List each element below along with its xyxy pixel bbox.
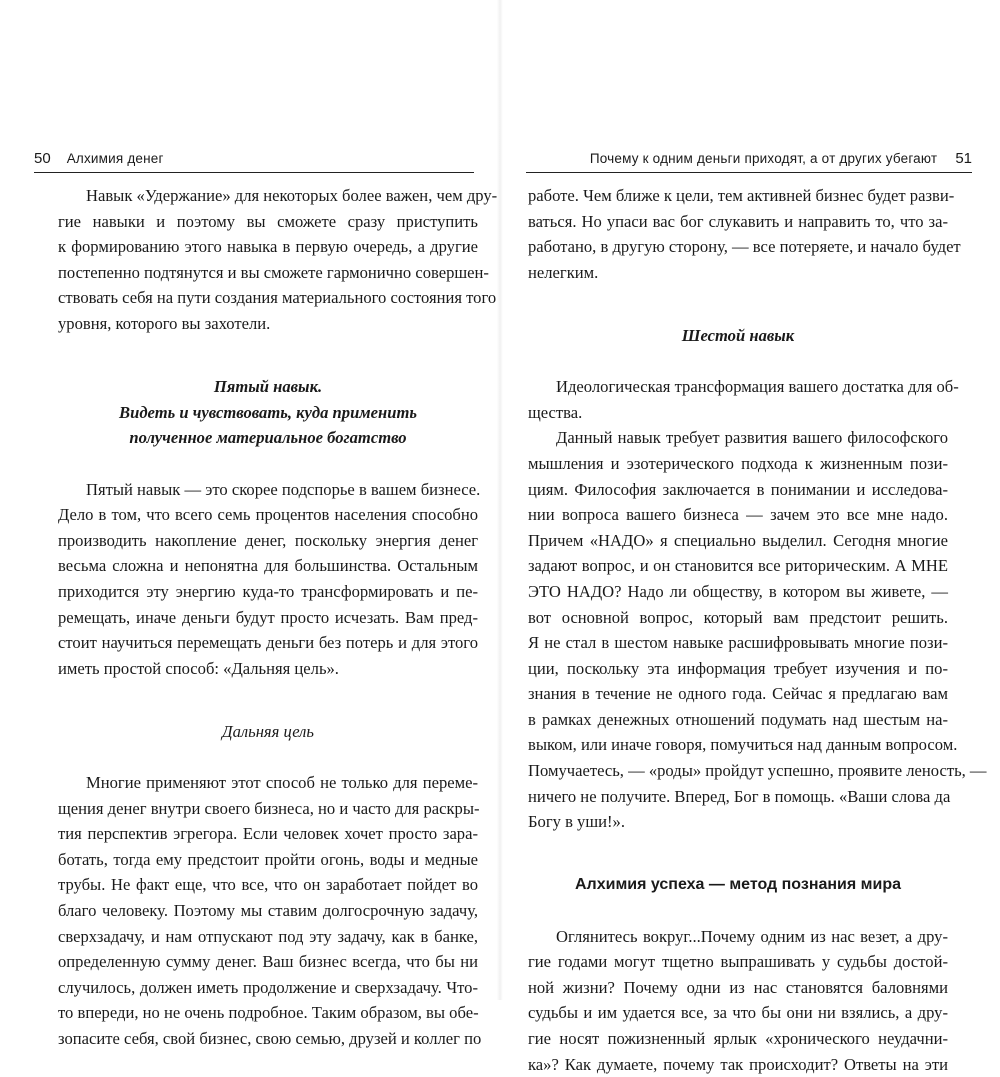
text-line: работано, в другую сторону, — все потеряете, и начало будет (528, 237, 961, 257)
text-line: весьма сложна и непонятна для большинства. Остальным (58, 556, 478, 576)
text-line: работе. Чем ближе к цели, тем активней бизнес будет разви- (528, 186, 955, 205)
text-line: гие навыки и поэтому вы сможете сразу приступить (58, 211, 478, 231)
running-title: Почему к одним деньги приходят, а от других убегают (589, 151, 938, 166)
text-line: Оглянитесь вокруг...Почему одним из нас везет, а дру- (556, 926, 948, 946)
text-line: сверхзадачу, и нам отпускают под эту задачу, как в банке, (58, 926, 478, 946)
text-line: приходится эту энергию куда-то трансформировать и пе- (58, 581, 478, 601)
page-number: 50 (34, 150, 51, 167)
section-heading: Шестой навык (681, 325, 795, 345)
right-running-head (526, 150, 972, 173)
paragraph (58, 183, 498, 337)
text-line: Дело в том, что всего семь процентов населения способно (58, 505, 478, 525)
text-line: Пятый навык — это скорее подспорье в вашем бизнесе. (86, 479, 481, 499)
right-body (528, 183, 987, 1077)
text-line: ции, поскольку эта информация требует изучения и по- (528, 658, 948, 678)
text-line: то впереди, но не очень подробное. Таким образом, вы обе- (58, 1003, 479, 1023)
chapter-heading: Алхимия успеха — метод познания мира (574, 876, 902, 894)
text-line: в рамках денежных отношений подумать над шестым на- (528, 709, 948, 729)
text-line: Данный навык требует развития вашего философского (556, 428, 948, 448)
text-line: ваться. Но упаси вас бог слукавить и направить то, что за- (528, 211, 948, 231)
paragraph (58, 477, 481, 682)
paragraph (528, 425, 987, 835)
paragraph (528, 183, 961, 285)
subsection-heading: Дальняя цель (222, 721, 314, 741)
text-line: щения денег внутри своего бизнеса, но и часто для раскры- (58, 798, 480, 818)
text-line: иметь простой способ: «Дальняя цель». (58, 658, 339, 678)
paragraph (528, 374, 959, 425)
text-line: Я не стал в шестом навыке расшифровывать многие пози- (528, 633, 948, 653)
text-line: нии вопроса вашего бизнеса — зачем это все мне надо. (528, 505, 948, 525)
text-line: постепенно подтянутся и вы сможете гармонично совершен- (58, 262, 489, 282)
text-line: зопасите себя, свой бизнес, свою семью, друзей и коллег по (58, 1029, 482, 1048)
running-title: Алхимия денег (66, 151, 164, 166)
text-line: циям. Философия заключается в понимании и исследова- (528, 479, 948, 499)
text-line: производить накопление денег, поскольку энергия денег (58, 530, 478, 550)
text-line: знания в течение не одного года. Сейчас я предлагаю вам (528, 684, 948, 704)
text-line: ка»? Как думаете, почему так происходит? Ответы на эти (528, 1054, 948, 1074)
paragraph (58, 770, 482, 1052)
text-line: ничего не получите. Вперед, Бог в помощь. «Ваши слова да (528, 786, 951, 806)
text-line: ствовать себя на пути создания материального состояния того (58, 288, 497, 308)
heading-line: Видеть и чувствовать, куда применить (119, 402, 417, 422)
text-line: уровня, которого вы захотели. (58, 313, 271, 333)
text-line: случилось, должен иметь продолжение и сверхзадачу. Что- (58, 977, 478, 997)
text-line: гие носят пожизненный ярлык «хронического неудачни- (528, 1029, 948, 1048)
text-line: благо человеку. Поэтому мы ставим долгосрочную задачу, (58, 901, 478, 921)
heading-line: Пятый навык. (213, 377, 323, 397)
text-line: задают вопрос, и он становится все риторическим. А МНЕ (528, 556, 948, 576)
text-line: тия перспектив эгрегора. Если человек хочет просто зара- (58, 824, 478, 844)
text-line: судьбы и им удается все, за что бы они ни взялись, а дру- (528, 1003, 948, 1023)
section-heading (58, 374, 478, 451)
left-running-head (34, 150, 474, 173)
left-body (58, 183, 498, 1052)
text-line: определенную сумму денег. Ваш бизнес всегда, что бы ни (58, 952, 478, 972)
text-line: вот основной вопрос, который вам предстоит решить. (528, 607, 948, 627)
text-line: Идеологическая трансформация вашего достатка для об- (556, 377, 959, 397)
text-line: к формированию этого навыка в первую очередь, а другие (58, 237, 478, 257)
text-line: ботать, тогда ему предстоит пройти огонь, воды и медные (58, 849, 478, 869)
text-line: выком, или иначе говоря, помучиться над данным вопросом. (528, 735, 958, 755)
text-line: трубы. Не факт еще, что все, что он заработает пойдет во (58, 875, 478, 895)
text-line: мышления и эзотерического подхода к жизненным пози- (528, 453, 948, 473)
text-line: Помучаетесь, — «роды» пройдут успешно, проявите леность, — (528, 761, 987, 781)
text-line: Богу в уши!». (528, 812, 625, 832)
text-line: ремещать, иначе деньги будут просто исчезать. Вам пред- (58, 607, 478, 627)
paragraph (528, 924, 948, 1077)
text-line: Навык «Удержание» для некоторых более важен, чем дру- (86, 186, 498, 205)
text-line: гие годами могут тщетно выпрашивать у судьбы достой- (528, 952, 948, 972)
text-line: стоит научиться перемещать деньги без потерь и для этого (58, 633, 478, 653)
text-line: ной жизни? Почему одни из нас становятся баловнями (528, 977, 948, 997)
text-line: Причем «НАДО» я специально выделил. Сегодня многие (528, 530, 948, 550)
text-line: нелегким. (528, 262, 599, 282)
page-number: 51 (955, 150, 972, 167)
text-line: Многие применяют этот способ не только для переме- (86, 773, 478, 793)
right-page (500, 0, 1000, 1074)
heading-line: полученное материальное богатство (129, 428, 407, 448)
text-line: ЭТО НАДО? Надо ли обществу, в котором вы живете, — (528, 581, 948, 601)
text-line: щества. (528, 402, 583, 422)
left-page (0, 0, 500, 1048)
